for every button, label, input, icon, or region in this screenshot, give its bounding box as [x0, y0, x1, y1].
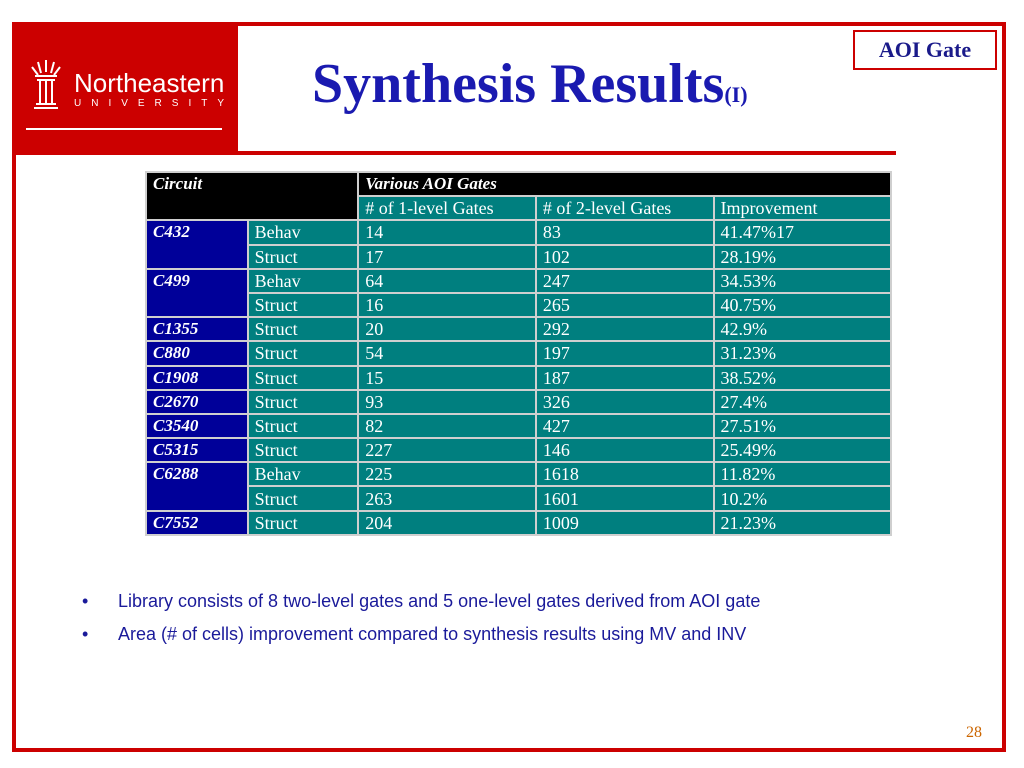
cell-two-level: 102: [536, 245, 714, 269]
slide-title: [312, 53, 748, 115]
cell-two-level: 265: [536, 293, 714, 317]
cell-two-level: 83: [536, 220, 714, 244]
cell-two-level: 187: [536, 366, 714, 390]
cell-improvement: 42.9%: [714, 317, 891, 341]
cell-circuit: C2670: [146, 390, 248, 414]
bullet-text: Area (# of cells) improvement compared to synthesis results using MV and INV: [118, 624, 747, 644]
cell-type: Behav: [248, 220, 359, 244]
list-item: [82, 621, 982, 654]
header-circuit: Circuit: [146, 172, 358, 220]
cell-improvement: 21.23%: [714, 511, 891, 535]
cell-one-level: 227: [358, 438, 536, 462]
table-row: [146, 366, 891, 390]
cell-type: Behav: [248, 269, 359, 293]
cell-two-level: 292: [536, 317, 714, 341]
cell-type: Behav: [248, 462, 359, 486]
table-row: [146, 414, 891, 438]
topic-tag: AOI Gate: [853, 30, 997, 70]
cell-improvement: 25.49%: [714, 438, 891, 462]
list-item: [82, 588, 982, 621]
cell-circuit: C1355: [146, 317, 248, 341]
table-row: [146, 511, 891, 535]
cell-improvement: 40.75%: [714, 293, 891, 317]
cell-improvement: 31.23%: [714, 341, 891, 365]
torch-emblem-icon: [26, 54, 66, 112]
title-suffix: (I): [724, 82, 748, 107]
cell-one-level: 64: [358, 269, 536, 293]
logo-underline: [26, 128, 222, 130]
cell-two-level: 1009: [536, 511, 714, 535]
cell-one-level: 82: [358, 414, 536, 438]
header-group: Various AOI Gates: [358, 172, 891, 196]
cell-one-level: 20: [358, 317, 536, 341]
cell-one-level: 15: [358, 366, 536, 390]
cell-one-level: 17: [358, 245, 536, 269]
bullet-text: Library consists of 8 two-level gates and 5 one-level gates derived from AOI gate: [118, 591, 761, 611]
table-row: [146, 486, 891, 510]
table-row: [146, 293, 891, 317]
bullet-dot: •: [82, 624, 89, 644]
table-row: [146, 245, 891, 269]
title-rule: [16, 151, 896, 155]
cell-circuit: [146, 486, 248, 510]
cell-one-level: 14: [358, 220, 536, 244]
table-row: [146, 269, 891, 293]
cell-type: Struct: [248, 486, 359, 510]
cell-circuit: C3540: [146, 414, 248, 438]
cell-one-level: 54: [358, 341, 536, 365]
page-number: 28: [966, 724, 982, 741]
cell-two-level: 146: [536, 438, 714, 462]
table-row: [146, 390, 891, 414]
cell-one-level: 263: [358, 486, 536, 510]
cell-circuit: C5315: [146, 438, 248, 462]
table-row: [146, 462, 891, 486]
cell-one-level: 93: [358, 390, 536, 414]
cell-type: Struct: [248, 366, 359, 390]
cell-two-level: 1618: [536, 462, 714, 486]
table-row: [146, 220, 891, 244]
cell-one-level: 16: [358, 293, 536, 317]
cell-type: Struct: [248, 293, 359, 317]
cell-one-level: 225: [358, 462, 536, 486]
university-logo: [16, 26, 238, 154]
table-header-row: [146, 172, 891, 196]
cell-two-level: 197: [536, 341, 714, 365]
cell-circuit: [146, 245, 248, 269]
cell-improvement: 10.2%: [714, 486, 891, 510]
cell-circuit: C7552: [146, 511, 248, 535]
cell-improvement: 38.52%: [714, 366, 891, 390]
table-row: [146, 438, 891, 462]
title-main: Synthesis Results: [312, 53, 725, 115]
cell-type: Struct: [248, 245, 359, 269]
cell-circuit: C6288: [146, 462, 248, 486]
cell-type: Struct: [248, 438, 359, 462]
cell-two-level: 1601: [536, 486, 714, 510]
bullet-list: [82, 588, 982, 654]
cell-improvement: 27.4%: [714, 390, 891, 414]
cell-type: Struct: [248, 390, 359, 414]
cell-two-level: 326: [536, 390, 714, 414]
cell-improvement: 27.51%: [714, 414, 891, 438]
cell-circuit: C499: [146, 269, 248, 293]
cell-one-level: 204: [358, 511, 536, 535]
cell-improvement: 41.47%17: [714, 220, 891, 244]
cell-circuit: C1908: [146, 366, 248, 390]
logo-name: Northeastern: [74, 68, 225, 98]
results-table: [145, 171, 892, 536]
cell-type: Struct: [248, 511, 359, 535]
cell-type: Struct: [248, 317, 359, 341]
cell-type: Struct: [248, 341, 359, 365]
column-header: # of 1-level Gates: [358, 196, 536, 220]
cell-circuit: [146, 293, 248, 317]
column-header: Improvement: [714, 196, 891, 220]
cell-circuit: C880: [146, 341, 248, 365]
cell-improvement: 34.53%: [714, 269, 891, 293]
logo-subtitle: UNIVERSITY: [74, 98, 235, 109]
bullet-dot: •: [82, 591, 89, 611]
cell-type: Struct: [248, 414, 359, 438]
cell-two-level: 247: [536, 269, 714, 293]
cell-two-level: 427: [536, 414, 714, 438]
cell-improvement: 28.19%: [714, 245, 891, 269]
column-header: # of 2-level Gates: [536, 196, 714, 220]
cell-improvement: 11.82%: [714, 462, 891, 486]
table-row: [146, 317, 891, 341]
cell-circuit: C432: [146, 220, 248, 244]
table-row: [146, 341, 891, 365]
